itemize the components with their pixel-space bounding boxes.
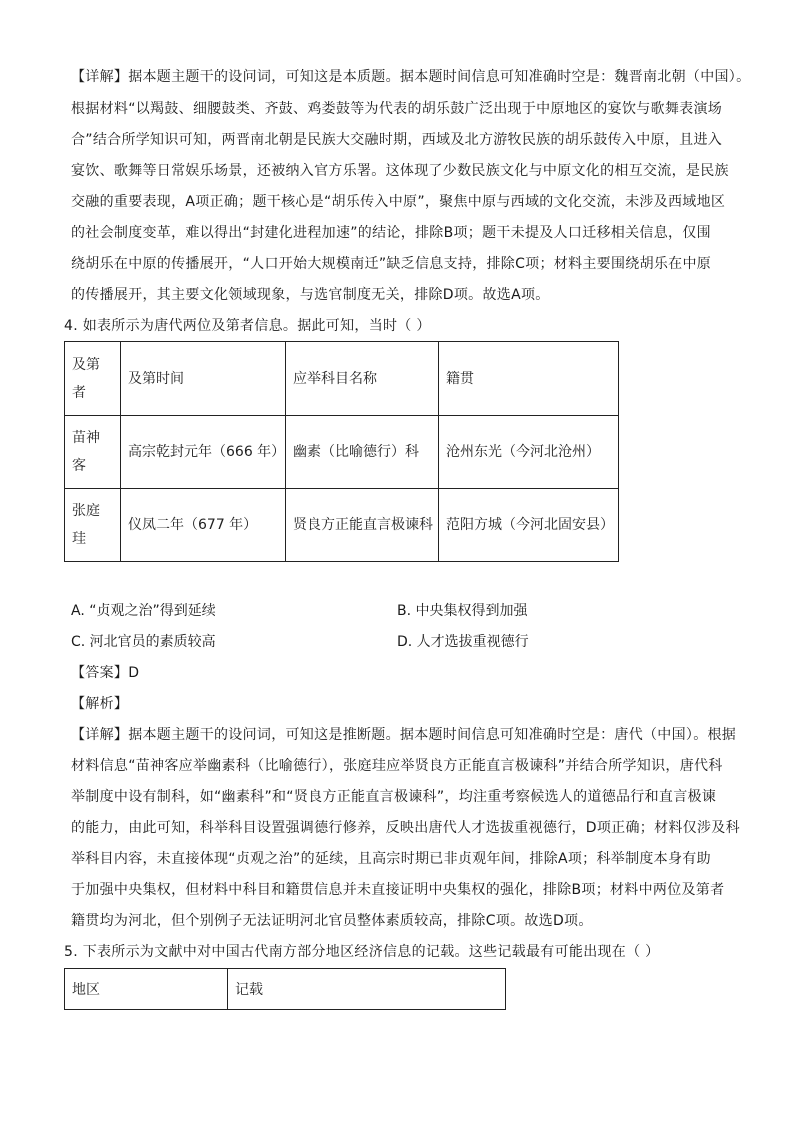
q3-detail-line-3: 合”结合所学知识可知，两晋南北朝是民族大交融时期，西域及北方游牧民族的胡乐鼓传入中原，且进入	[71, 132, 723, 148]
q3-detail-line-1: 【详解】据本题主题干的设问词，可知这是本质题。据本题时间信息可知准确时空是：魏晋南北朝（中国）。	[71, 69, 751, 85]
table-header-row	[65, 969, 506, 1010]
option-b[interactable]: B. 中央集权得到加强	[397, 603, 528, 619]
q4-detail-line-3: 举制度中设有制科，如“幽素科”和“贤良方正能直言极谏科”，均注重考察候选人的道德品行和直言极谏	[71, 789, 717, 805]
q4-analysis-label: 【解析】	[71, 696, 129, 712]
cell-origin: 范阳方城（今河北固安县）	[439, 489, 619, 562]
q3-detail-line-8: 的传播展开，其主要文化领域现象，与选官制度无关，排除D项。故选A项。	[71, 287, 550, 303]
option-a[interactable]: A. “贞观之治”得到延续	[71, 603, 216, 619]
cell-subject: 贤良方正能直言极谏科	[286, 489, 439, 562]
q4-table	[64, 341, 619, 562]
q3-detail-line-2: 根据材料“以羯鼓、细腰鼓类、齐鼓、鸡娄鼓等为代表的胡乐鼓广泛出现于中原地区的宴饮与歌舞表演场	[71, 101, 723, 117]
cell-name: 苗神客	[65, 416, 121, 489]
q3-detail-line-7: 绕胡乐在中原的传播展开，“人口开始大规模南迁”缺乏信息支持，排除C项；材料主要围绕胡乐在中原	[71, 256, 712, 272]
cell-origin: 沧州东光（今河北沧州）	[439, 416, 619, 489]
q3-detail-line-4: 宴饮、歌舞等日常娱乐场景，还被纳入官方乐署。这体现了少数民族文化与中原文化的相互交流，是民族	[71, 163, 729, 179]
option-c[interactable]: C. 河北官员的素质较高	[71, 634, 216, 650]
q4-detail-line-5: 举科目内容，未直接体现“贞观之治”的延续，且高宗时期已非贞观年间，排除A项；科举制度本身有助	[71, 851, 711, 867]
option-d[interactable]: D. 人才选拔重视德行	[397, 634, 529, 650]
q4-stem: 4. 如表所示为唐代两位及第者信息。据此可知，当时（ ）	[64, 318, 431, 334]
q4-answer: 【答案】D	[71, 665, 140, 681]
header-candidate: 及第者	[65, 342, 121, 416]
q4-detail-line-2: 材料信息“苗神客应举幽素科（比喻德行），张庭珪应举贤良方正能直言极谏科”并结合所学知识，唐代科	[71, 758, 723, 774]
cell-name: 张庭珪	[65, 489, 121, 562]
header-origin: 籍贯	[439, 342, 619, 416]
q4-detail-line-7: 籍贯均为河北，但个别例子无法证明河北官员整体素质较高，排除C项。故选D项。	[71, 913, 593, 929]
q3-detail-line-6: 的社会制度变革，难以得出“封建化进程加速”的结论，排除B项；题干未提及人口迁移相关信息，仅围	[71, 225, 711, 241]
header-subject: 应举科目名称	[286, 342, 439, 416]
table-row	[65, 416, 619, 489]
header-time: 及第时间	[121, 342, 286, 416]
q3-detail-line-5: 交融的重要表现，A项正确；题干核心是“胡乐传入中原”，聚焦中原与西域的文化交流，未涉及西域地区	[71, 194, 726, 210]
cell-subject: 幽素（比喻德行）科	[286, 416, 439, 489]
q5-table	[64, 968, 506, 1010]
q4-detail-line-1: 【详解】据本题主题干的设问词，可知这是推断题。据本题时间信息可知准确时空是：唐代（中国）。根据	[71, 727, 737, 743]
cell-time: 高宗乾封元年（666 年）	[121, 416, 286, 489]
q4-detail-line-6: 于加强中央集权，但材料中科目和籍贯信息并未直接证明中央集权的强化，排除B项；材料中两位及第者	[71, 882, 725, 898]
table-header-row	[65, 342, 619, 416]
header-record: 记载	[228, 969, 506, 1010]
header-region: 地区	[65, 969, 228, 1010]
cell-time: 仪凤二年（677 年）	[121, 489, 286, 562]
q5-stem: 5. 下表所示为文献中对中国古代南方部分地区经济信息的记载。这些记载最有可能出现在（ ）	[64, 944, 660, 960]
table-row	[65, 489, 619, 562]
q4-detail-line-4: 的能力，由此可知，科举科目设置强调德行修养，反映出唐代人才选拔重视德行，D项正确；材料仅涉及科	[71, 820, 740, 836]
